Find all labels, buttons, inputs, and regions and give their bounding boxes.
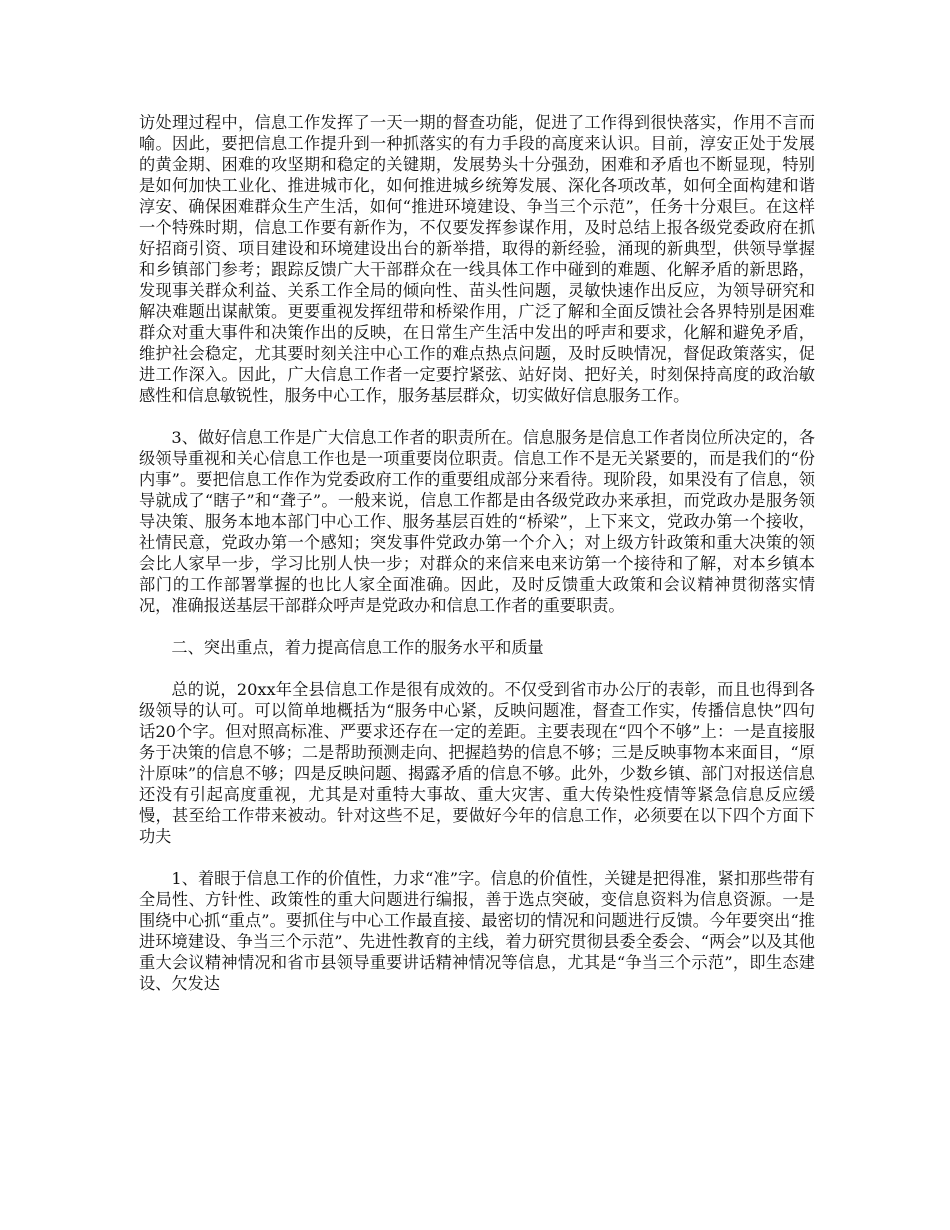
body-paragraph-4: 1、着眼于信息工作的价值性，力求“准”字。信息的价值性，关键是把得准，紧扣那些带有全局性、方针性、政策性的重大问题进行编报，善于选点突破，变信息资料为信息资源。一是围绕中心抓“重点”。要抓住与中心工作最直接、最密切的情况和问题进行反馈。今年要突出“推进环境建设、争当三个示范”、先进性教育的主线，着力研究贯彻县委全委会、“两会”以及其他重大会议精神情况和省市县领导重要讲话精神情况等信息，尤其是“争当三个示范”，即生态建设、欠发达 <box>139 869 815 993</box>
document-page <box>139 112 815 1015</box>
body-paragraph-3: 总的说，20xx年全县信息工作是很有成效的。不仅受到省市办公厅的表彰，而且也得到各级领导的认可。可以简单地概括为“服务中心紧，反映问题准，督查工作实，传播信息快”四句话20个字。但对照高标准、严要求还存在一定的差距。主要表现在“四个不够”上：一是直接服务于决策的信息不够；二是帮助预测走向、把握趋势的信息不够；三是反映事物本来面目，“原汁原味”的信息不够；四是反映问题、揭露矛盾的信息不够。此外，少数乡镇、部门对报送信息还没有引起高度重视，尤其是对重特大事故、重大灾害、重大传染性疫情等紧急信息反应缓慢，甚至给工作带来被动。针对这些不足，要做好今年的信息工作，必须要在以下四个方面下功夫 <box>139 680 815 846</box>
body-paragraph-1: 访处理过程中，信息工作发挥了一天一期的督查功能，促进了工作得到很快落实，作用不言而喻。因此，要把信息工作提升到一种抓落实的有力手段的高度来认识。目前，淳安正处于发展的黄金期、困难的攻坚期和稳定的关键期，发展势头十分强劲，困难和矛盾也不断显现，特别是如何加快工业化、推进城市化，如何推进城乡统筹发展、深化各项改革，如何全面构建和谐淳安、确保困难群众生产生活，如何“推进环境建设、争当三个示范”，任务十分艰巨。在这样一个特殊时期，信息工作要有新作为，不仅要发挥参谋作用，及时总结上报各级党委政府在抓好招商引资、项目建设和环境建设出台的新举措，取得的新经验，涌现的新典型，供领导掌握和乡镇部门参考；跟踪反馈广大干部群众在一线具体工作中碰到的难题、化解矛盾的新思路，发现事关群众利益、关系工作全局的倾向性、苗头性问题，灵敏快速作出反应，为领导研究和解决难题出谋献策。更要重视发挥纽带和桥梁作用，广泛了解和全面反馈社会各界特别是困难群众对重大事件和决策作出的反映，在日常生产生活中发出的呼声和要求，化解和避免矛盾，维护社会稳定，尤其要时刻关注中心工作的难点热点问题，及时反映情况，督促政策落实，促进工作深入。因此，广大信息工作者一定要拧紧弦、站好岗、把好关，时刻保持高度的政治敏感性和信息敏锐性，服务中心工作，服务基层群众，切实做好信息服务工作。 <box>139 113 815 405</box>
body-paragraph-2: 3、做好信息工作是广大信息工作者的职责所在。信息服务是信息工作者岗位所决定的，各级领导重视和关心信息工作也是一项重要岗位职责。信息工作不是无关紧要的，而是我们的“份内事”。要把信息工作作为党委政府工作的重要组成部分来看待。现阶段，如果没有了信息，领导就成了“瞎子”和“聋子”。一般来说，信息工作都是由各级党政办来承担，而党政办是服务领导决策、服务本地本部门中心工作、服务基层百姓的“桥梁”，上下来文，党政办第一个接收，社情民意，党政办第一个感知；突发事件党政办第一个介入；对上级方针政策和重大决策的领会比人家早一步，学习比别人快一步；对群众的来信来电来访第一个接待和了解，对本乡镇本部门的工作部署掌握的也比人家全面准确。因此，及时反馈重大政策和会议精神贯彻落实情况，准确报送基层干部群众呼声是党政办和信息工作者的重要职责。 <box>139 428 815 615</box>
section-heading: 二、突出重点，着力提高信息工作的服务水平和质量 <box>171 638 544 657</box>
